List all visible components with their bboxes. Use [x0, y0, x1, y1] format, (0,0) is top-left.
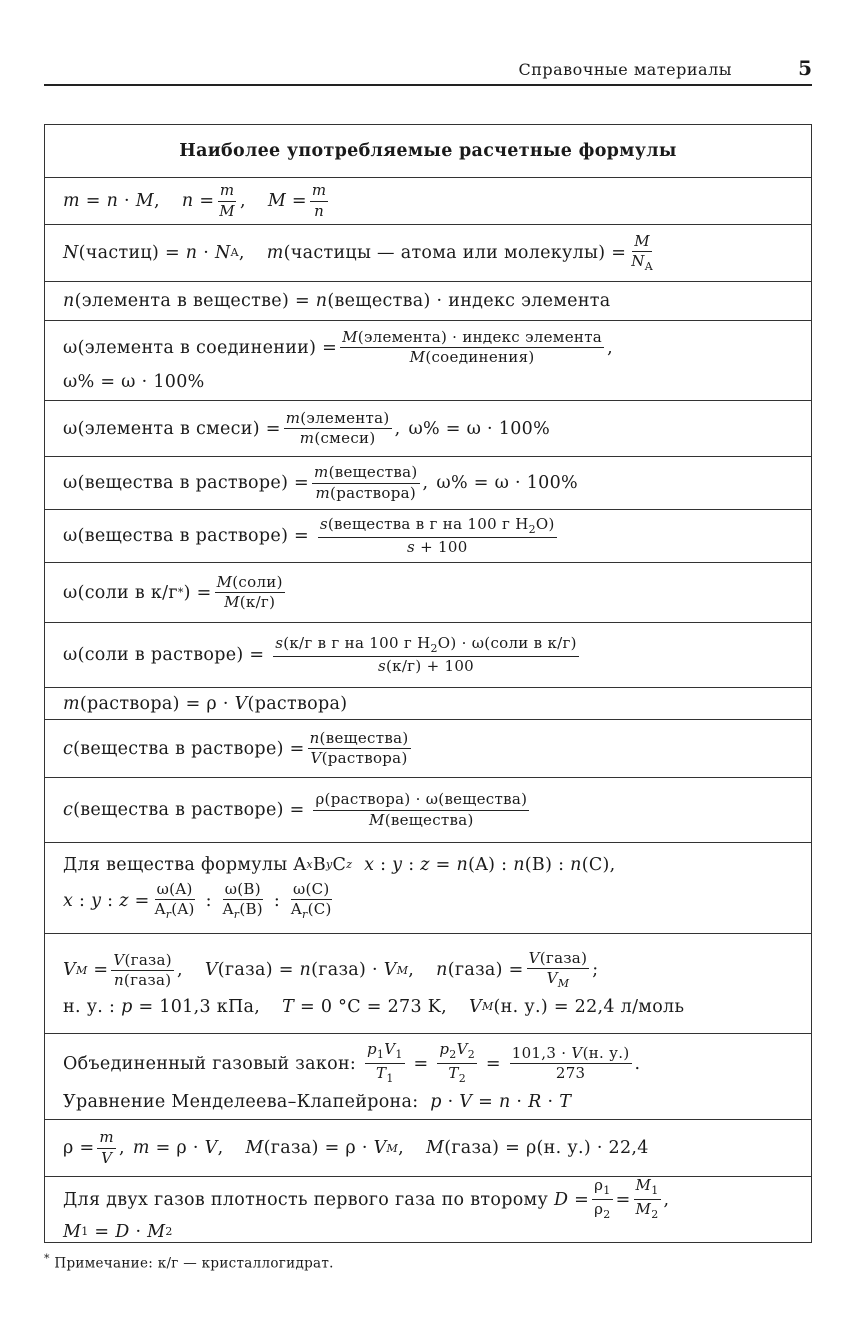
- formula-row: ω( элемента в смеси ) = $\frac{\text{m(элемента)}}{\text{m(смеси)}}$ , ω% = ω · 100%: [45, 400, 811, 456]
- formula-row: Объединенный газовый закон: $\frac{p_1V_1}{T_1}$ = $\frac{p_2V_2}{T_2}$ = $\frac{101,3 \cdot V(н. у.)}{273}$ . Уравнение Менделеева–Клапейрона: p · V = n · R · T: [45, 1033, 811, 1119]
- formula-row: ω( соли в растворе ) = $\frac{s(к/г в г на 100 г H_2O) \cdot \omega(соли в к/г)}{s(к/г) + 100}$: [45, 622, 811, 687]
- formula-row: Для двух газов плотность первого газа по второму D = $\frac{\rho_1}{\rho_2}$ = $\frac{M_1}{M_2}$ , M 1 = D · M 2: [45, 1176, 811, 1242]
- formula-row: ω( элемента в соединении ) = $\frac{\text{M(элемента) · индекс элемента}}{\text{M(соединения)}}$ , ω% = ω · 100%: [45, 320, 811, 400]
- formula-row: ω( вещества в растворе ) = $\frac{\text{m(вещества)}}{\text{m(раствора)}}$ , ω% = ω · 100%: [45, 456, 811, 509]
- formula-row: n ( элемента в веществе ) = n ( вещества ) · индекс элемента: [45, 281, 811, 320]
- formula-row: ρ = $\frac{m}{V}$ , m = ρ · V , M ( газа ) = ρ · V M , M ( газа ) = ρ( н. у. ) · 22,4: [45, 1119, 811, 1176]
- formula-row: ω( соли в к/г * ) = $\frac{\text{M(соли)}}{M(к/г)}$: [45, 562, 811, 622]
- page-header: [44, 56, 812, 86]
- formula-row: m = n · M , n = $\frac{m}{M}$ , M = $\frac{m}{n}$: [45, 177, 811, 224]
- formula-row: c ( вещества в растворе ) = $\frac{\text{ρ(раствора) · ω(вещества)}}{\text{M(вещества)}}$: [45, 777, 811, 842]
- formula-row: m ( раствора ) = ρ · V ( раствора ): [45, 687, 811, 719]
- footnote-text: Примечание: к/г — кристаллогидрат.: [54, 1255, 334, 1272]
- formula-row: V M = $\frac{\text{V(газа)}}{\text{n(газа)}}$ , V ( газа ) = n ( газа ) · V M , n ( газа ) = $\frac{\text{V(газа)}}{V_M}$ ; н. у. : p = 101,3 кПа , T = 0 °C = 273 K , V M ( н. у. ) = 22,4 л/моль: [45, 933, 811, 1033]
- formula-row: Для вещества формулы A x B y C z x : y : z = n (A) : n (B) : n (C), x : y : z = $\frac{\omega(A)}{A_r(A)}$ : $\frac{\omega(B)}{A_r(B)}$ : $\frac{\omega(C)}{A_r(C)}$: [45, 842, 811, 933]
- footnote: [44, 1252, 334, 1272]
- header-title: Справочные материалы: [518, 60, 732, 79]
- footnote-marker: *: [44, 1252, 50, 1265]
- formula-row: N ( частиц ) = n · N A , m ( частицы — атома или молекулы ) = $\frac{M}{N_A}$: [45, 224, 811, 281]
- formula-row: c ( вещества в растворе ) = $\frac{\text{n(вещества)}}{\text{V(раствора)}}$: [45, 719, 811, 777]
- formula-row: ω( вещества в растворе ) = $\frac{s(вещества в г на 100 г H_2O)}{s + 100}$: [45, 509, 811, 562]
- page-number: 5: [798, 56, 812, 80]
- formula-table: [44, 124, 812, 1243]
- table-heading: Наиболее употребляемые расчетные формулы: [179, 141, 677, 161]
